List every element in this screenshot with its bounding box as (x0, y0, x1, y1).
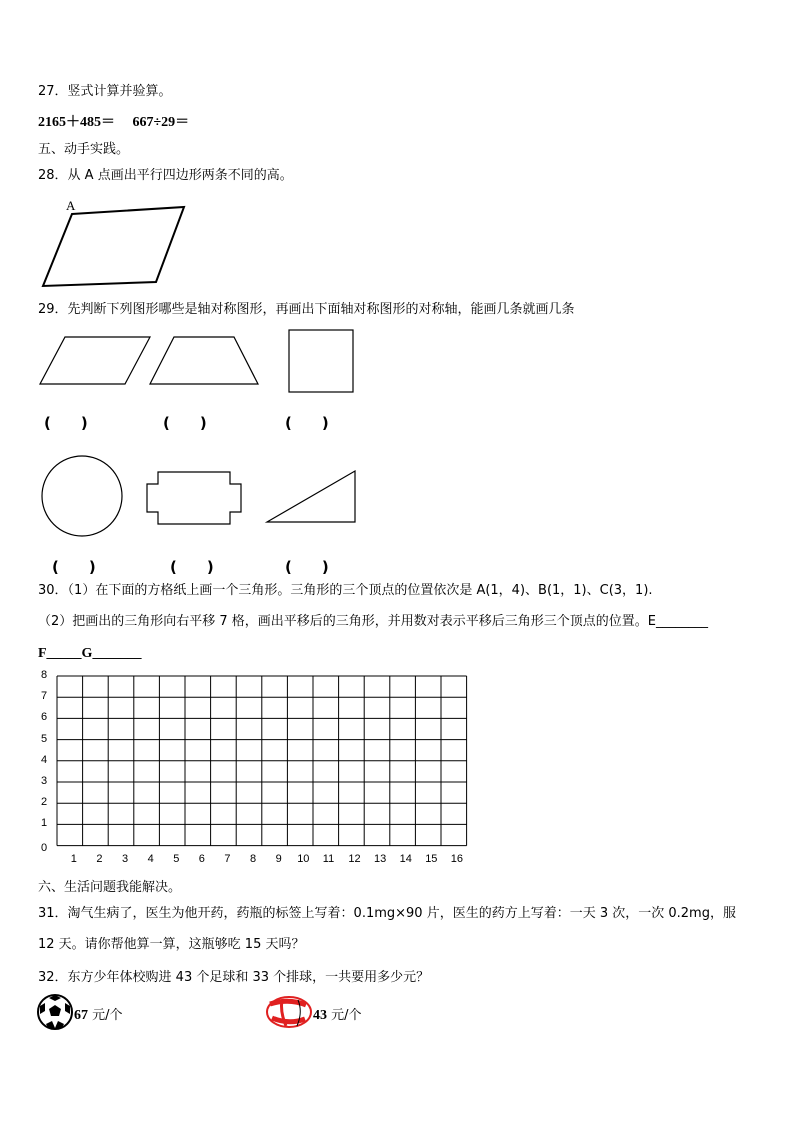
axis-origin-label: 0 (41, 841, 48, 854)
football-icon (38, 995, 72, 1029)
x-axis-label: 13 (374, 852, 387, 865)
x-axis-label: 7 (224, 852, 231, 865)
volleyball-price: 43 元/个 (313, 1008, 362, 1023)
q29-title: 29．先判断下列图形哪些是轴对称图形，再画出下面轴对称图形的对称轴，能画几条就画几条 (38, 302, 575, 317)
y-axis-label: 6 (41, 711, 48, 724)
q29-answer-4[interactable]: ( ) (52, 558, 96, 576)
q28-title: 28．从 A 点画出平行四边形两条不同的高。 (38, 168, 293, 183)
x-axis-label: 10 (297, 852, 310, 865)
y-axis-label: 5 (41, 732, 48, 745)
y-axis-label: 7 (41, 690, 48, 703)
q30-part2-blanks: F_____G_______ (38, 646, 142, 661)
q31-line2: 12 天。请你帮他算一算，这瓶够吃 15 天吗？ (38, 937, 305, 952)
q29-notched-rectangle (147, 472, 241, 524)
q29-right-triangle (267, 471, 355, 522)
q29-trapezoid (150, 337, 258, 384)
y-axis-label: 2 (41, 796, 48, 809)
section6-heading: 六、生活问题我能解决。 (38, 880, 182, 895)
y-axis-label: 8 (41, 669, 48, 681)
q28-point-label: A (66, 198, 76, 213)
y-axis-label: 3 (41, 775, 48, 787)
football-price: 67 元/个 (74, 1008, 123, 1023)
q29-parallelogram (40, 337, 150, 384)
x-axis-label: 6 (198, 852, 205, 865)
q30-part2: （2）把画出的三角形向右平移 7 格，画出平移后的三角形，并用数对表示平移后三角形三个顶点的位置。E________ (38, 614, 709, 629)
x-axis-label: 8 (250, 852, 257, 865)
x-axis-label: 15 (425, 852, 438, 865)
q29-answer-2[interactable]: ( ) (163, 414, 207, 432)
x-axis-label: 12 (348, 852, 361, 865)
x-axis-label: 9 (275, 852, 282, 865)
q27-expressions: 2165＋485＝ 667÷29＝ (38, 115, 190, 130)
q29-answer-1[interactable]: ( ) (44, 414, 88, 432)
x-axis-label: 14 (399, 852, 412, 865)
q32-title: 32．东方少年体校购进 43 个足球和 33 个排球，一共要用多少元？ (38, 970, 430, 985)
y-axis-label: 4 (41, 753, 48, 766)
x-axis-label: 2 (96, 852, 103, 865)
q31-line1: 31．淘气生病了，医生为他开药，药瓶的标签上写着：0.1mg×90 片，医生的药方上写着：一天 3 次，一次 0.2mg，服 (38, 906, 736, 921)
x-axis-label: 11 (322, 852, 335, 865)
q29-answer-6[interactable]: ( ) (285, 558, 329, 576)
x-axis-label: 5 (173, 852, 180, 865)
q29-circle (42, 456, 122, 536)
q29-answer-3[interactable]: ( ) (285, 414, 329, 432)
x-axis-label: 3 (122, 852, 129, 865)
q28-parallelogram (43, 207, 184, 286)
q29-answer-5[interactable]: ( ) (170, 558, 214, 576)
x-axis-label: 4 (147, 852, 154, 865)
q30-grid (57, 676, 467, 846)
volleyball-icon (267, 997, 311, 1027)
q30-part1: 30．（1）在下面的方格纸上画一个三角形。三角形的三个顶点的位置依次是 A(1，4)、B(1，1)、C(3，1). (38, 583, 653, 598)
x-axis-label: 1 (70, 852, 77, 865)
y-axis-label: 1 (41, 817, 48, 830)
section5-heading: 五、动手实践。 (38, 142, 130, 157)
q27-title: 27．竖式计算并验算。 (38, 84, 172, 99)
q29-rectangle (289, 330, 353, 392)
x-axis-label: 16 (450, 852, 464, 865)
